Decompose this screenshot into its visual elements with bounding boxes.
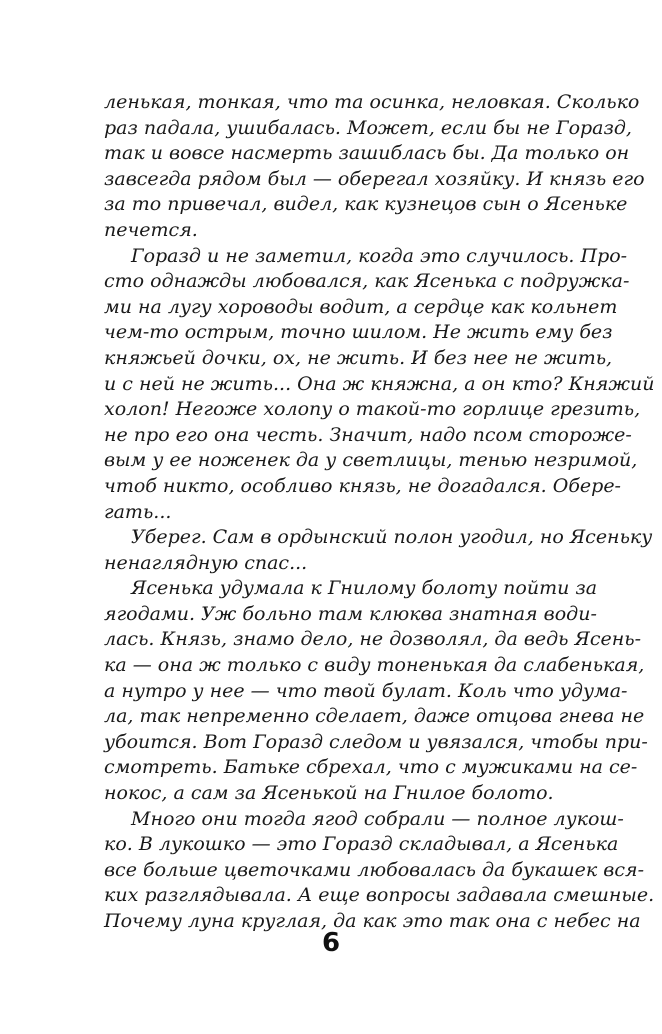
text-line: вым у ее ноженек да у светлицы, тенью незримой, xyxy=(104,449,638,472)
text-line: а нутро у нее — что твой булат. Коль что удума- xyxy=(104,679,628,702)
text-line: смотреть. Батьке сбрехал, что с мужиками на се- xyxy=(104,756,638,779)
text-line: ми на лугу хороводы водит, а сердце как кольнет xyxy=(104,295,618,318)
text-line: холоп! Негоже холопу о такой-то горлице грезить, xyxy=(104,398,641,421)
text-line: сто однажды любовался, как Ясенька с подружка- xyxy=(104,270,630,293)
text-line: княжьей дочки, ох, не жить. И без нее не жить, xyxy=(104,346,613,369)
text-line: Уберег. Сам в ордынский полон угодил, но Ясеньку xyxy=(131,526,653,549)
text-line: убоится. Вот Горазд следом и увязался, чтобы при- xyxy=(104,730,648,753)
text-line: не про его она честь. Значит, надо псом стороже- xyxy=(104,423,632,446)
text-line: чем-то острым, точно шилом. Не жить ему без xyxy=(104,321,613,344)
text-line: завсегда рядом был — оберегал хозяйку. И князь его xyxy=(104,167,645,190)
text-line: нокос, а сам за Ясенькой на Гнилое болото. xyxy=(104,782,554,805)
text-line: Горазд и не заметил, когда это случилось. Про- xyxy=(131,244,628,267)
body-text xyxy=(104,90,655,935)
text-line: ненаглядную спас... xyxy=(104,551,308,574)
text-line: за то привечал, видел, как кузнецов сын о Ясеньке xyxy=(104,193,628,216)
text-line: Ясенька удумала к Гнилому болоту пойти за xyxy=(131,577,598,600)
text-line: Много они тогда ягод собрали — полное лукош- xyxy=(131,807,624,830)
page-number: 6 xyxy=(321,928,341,958)
text-line: печется. xyxy=(104,218,198,241)
text-line: Почему луна круглая, да как это так она с небес на xyxy=(104,910,641,932)
text-line: ка — она ж только с виду тоненькая да слабенькая, xyxy=(104,654,645,677)
text-line: ла, так непременно сделает, даже отцова гнева не xyxy=(104,705,645,728)
text-line: все больше цветочками любовалась да букашек вся- xyxy=(104,858,645,881)
text-line: так и вовсе насмерть зашиблась бы. Да только он xyxy=(104,142,630,165)
text-line: и с ней не жить... Она ж княжна, а он кто? Княжий xyxy=(104,372,655,395)
text-line: раз падала, ушибалась. Может, если бы не Горазд, xyxy=(104,116,632,139)
text-line: лась. Князь, знамо дело, не дозволял, да ведь Ясень- xyxy=(104,628,642,651)
text-line: ких разглядывала. А еще вопросы задавала смешные. xyxy=(104,884,655,907)
text-line: гать... xyxy=(104,500,172,523)
text-line: ко. В лукошко — это Горазд складывал, а Ясенька xyxy=(104,833,619,856)
text-line: ленькая, тонкая, что та осинка, неловкая. Сколько xyxy=(104,91,640,113)
text-line: чтоб никто, особливо князь, не догадался. Обере- xyxy=(104,474,621,497)
text-line: ягодами. Уж больно там клюква знатная води- xyxy=(104,602,597,625)
